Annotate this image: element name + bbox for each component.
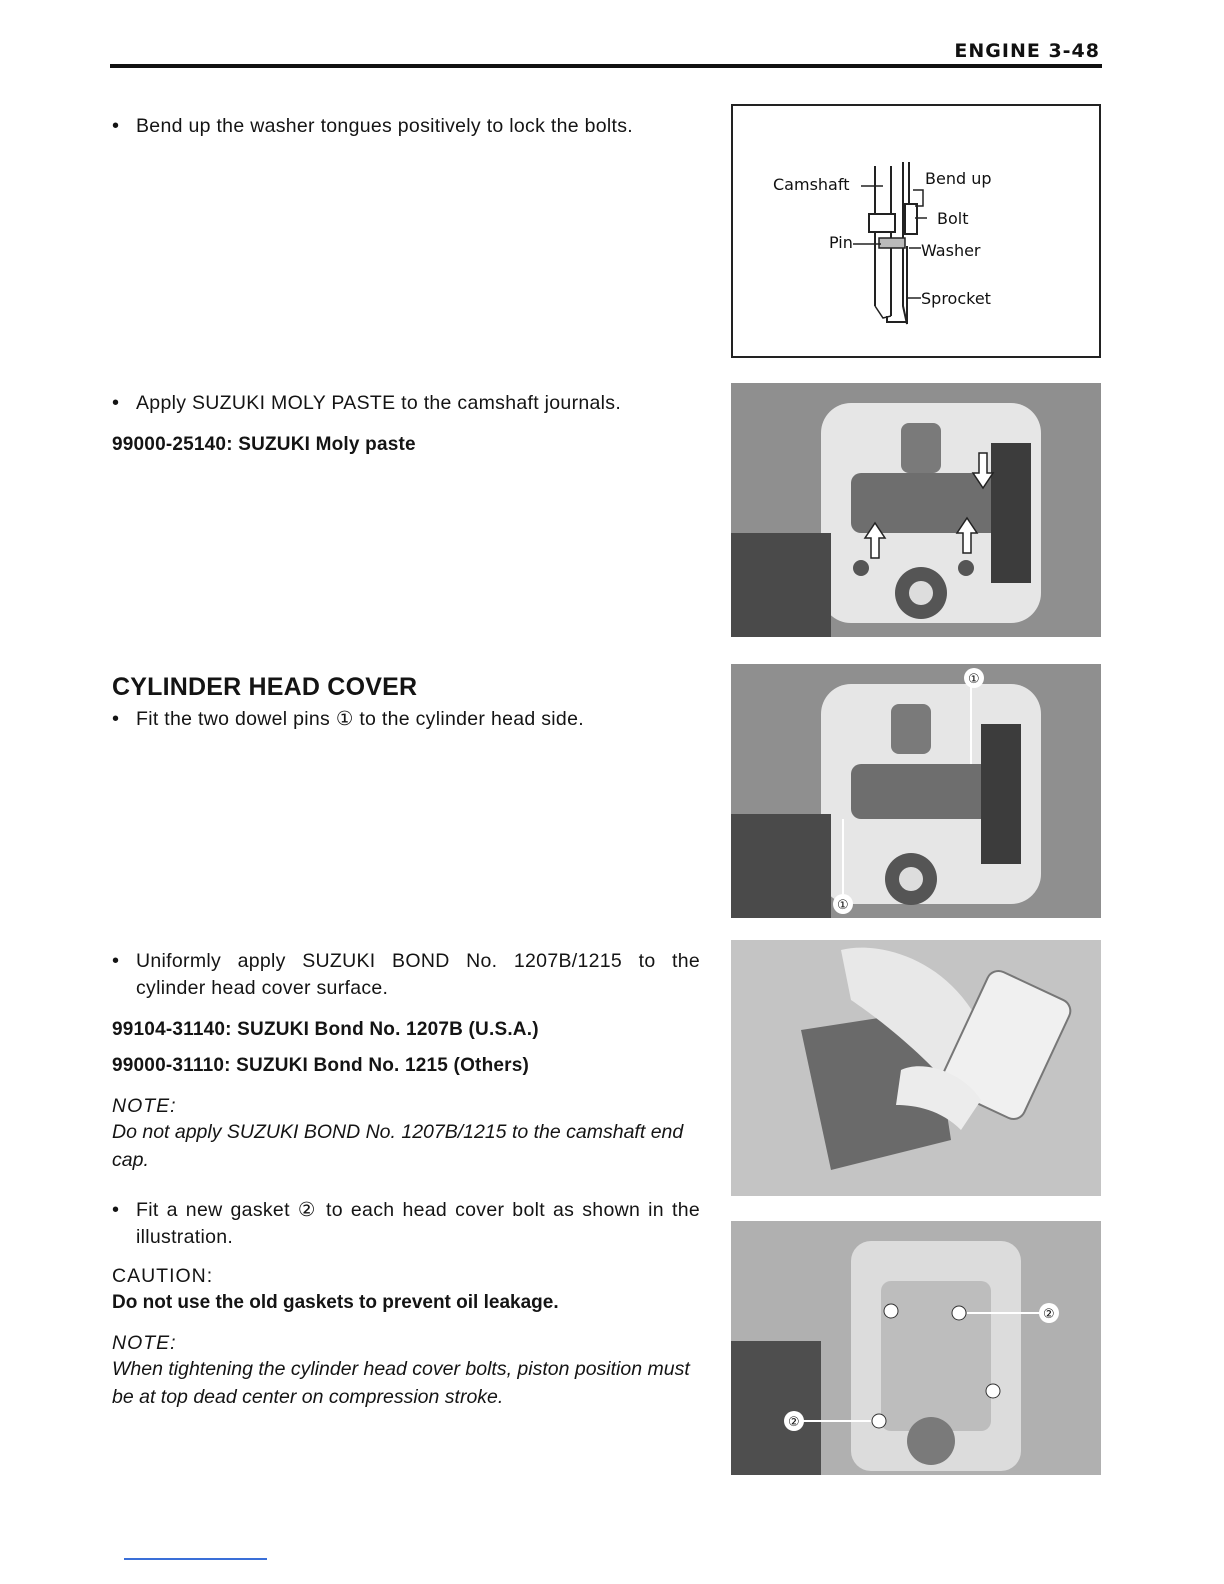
step-gasket: [112, 1197, 700, 1411]
dowel-pins-photo: [731, 664, 1101, 918]
step-washer: [112, 113, 700, 140]
callout-1-bottom: ①: [837, 898, 849, 913]
section-title: CYLINDER HEAD COVER: [112, 673, 418, 701]
caution-text: Do not use the old gaskets to prevent oil leakage.: [112, 1292, 559, 1313]
bond-part-others: 99000-31110: SUZUKI Bond No. 1215 (Others): [112, 1055, 530, 1076]
callout-2-right: ②: [1043, 1307, 1055, 1322]
step-bond: [112, 948, 700, 1174]
label-bolt: Bolt: [937, 209, 969, 228]
washer-instruction: • Bend up the washer tongues positively to lock the bolts.: [112, 113, 700, 140]
photo-dowel-drawing: [731, 664, 1101, 918]
photo-gasket-drawing: [731, 1221, 1101, 1475]
diagram-drawing: [733, 106, 1099, 356]
label-washer: Washer: [921, 241, 981, 260]
gasket-instruction-line2: illustration.: [136, 1226, 234, 1248]
callout-2-left: ②: [788, 1415, 800, 1430]
photo-bond-drawing: [731, 940, 1101, 1196]
label-pin: Pin: [829, 233, 853, 252]
callout-1-top: ①: [968, 672, 980, 687]
note2-text: When tightening the cylinder head cover bolts, piston position must be at top dead center on compression stroke.: [112, 1358, 690, 1408]
note2-label: NOTE:: [112, 1332, 177, 1354]
bottom-link-underline: [124, 1558, 267, 1560]
camshaft-washer-diagram: [731, 104, 1101, 358]
bond-instruction-line1: • Uniformly apply SUZUKI BOND No. 1207B/1215 to the: [112, 948, 700, 975]
bond-application-photo: [731, 940, 1101, 1196]
page-header: ENGINE 3-48: [954, 40, 1100, 62]
step-moly-paste: [112, 390, 700, 456]
header-rule: [110, 64, 1102, 68]
gasket-instruction-line1: • Fit a new gasket ② to each head cover bolt as shown in the: [112, 1197, 700, 1224]
note1-text: Do not apply SUZUKI BOND No. 1207B/1215 to the camshaft end cap.: [112, 1121, 684, 1171]
caution-label: CAUTION:: [112, 1265, 214, 1287]
bond-part-usa: 99104-31140: SUZUKI Bond No. 1207B (U.S.A.): [112, 1019, 539, 1040]
camshaft-journals-photo: [731, 383, 1101, 637]
label-bend-up: Bend up: [925, 169, 992, 188]
bond-instruction-line2: cylinder head cover surface.: [136, 977, 389, 999]
moly-instruction: • Apply SUZUKI MOLY PASTE to the camshaft journals.: [112, 390, 700, 417]
dowel-instruction: • Fit the two dowel pins ① to the cylinder head side.: [112, 706, 700, 733]
section-cylinder-head-cover: [112, 673, 700, 733]
gasket-bolts-photo: [731, 1221, 1101, 1475]
photo-camshaft-drawing: [731, 383, 1101, 637]
label-camshaft: Camshaft: [773, 175, 850, 194]
label-sprocket: Sprocket: [921, 289, 991, 308]
moly-part-number: 99000-25140: SUZUKI Moly paste: [112, 434, 416, 455]
note1-label: NOTE:: [112, 1095, 177, 1117]
